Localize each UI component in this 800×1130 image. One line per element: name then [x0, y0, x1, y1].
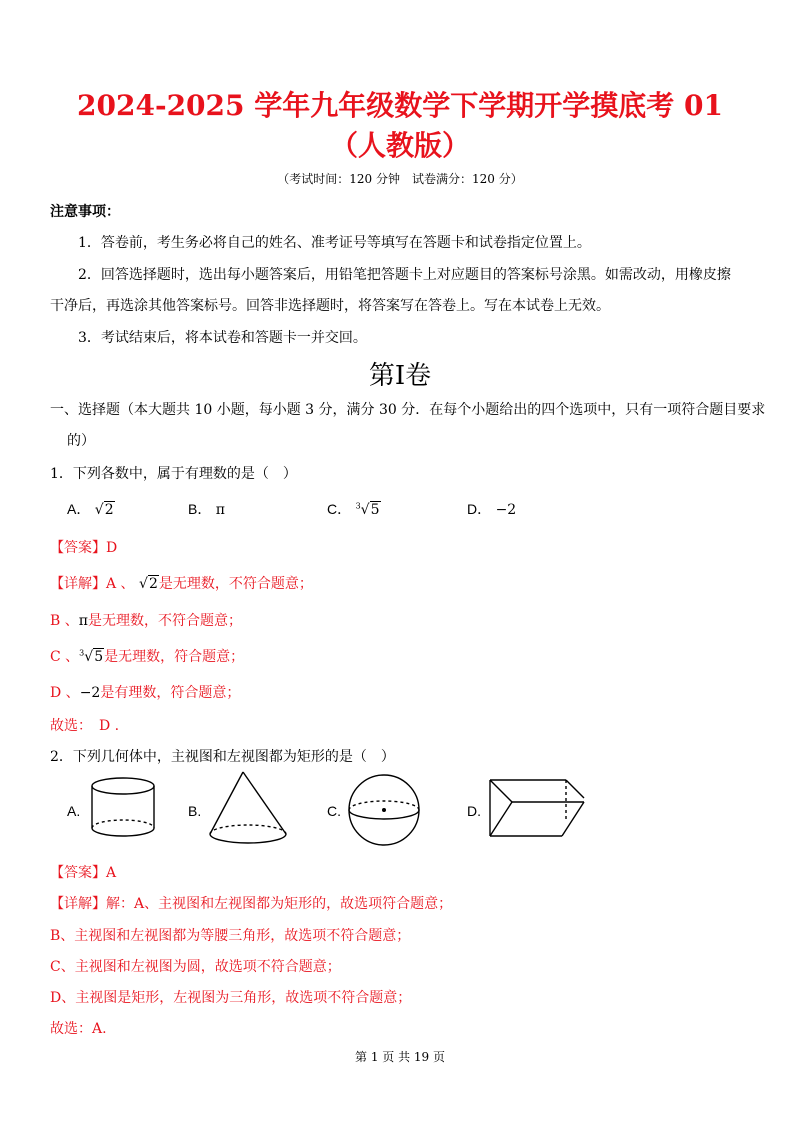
- q1-explain-c-prefix: C 、: [50, 649, 80, 665]
- q2-explain-1-text: 解：A、主视图和左视图都为矩形的，故选项符合题意；: [106, 896, 453, 912]
- q2-explain-4: D、主视图是矩形，左视图为三角形，故选项不符合题意；: [50, 990, 412, 1006]
- cbrt-icon: √5: [360, 502, 380, 518]
- q2-option-a-label: A.: [67, 803, 81, 819]
- q2-explain-1: [50, 893, 452, 913]
- notes-item-3: 3．考试结束后，将本试卷和答题卡一并交回。: [78, 330, 367, 346]
- q1-explain-c-index: 3: [79, 648, 85, 658]
- q1-option-d-label: D．: [467, 501, 492, 517]
- q1-option-a-value: 2: [104, 502, 114, 518]
- q1-explain-head: 【详解】: [50, 576, 106, 592]
- q1-option-b: [188, 499, 225, 519]
- q1-option-d-value: −2: [495, 502, 517, 518]
- section-line-2: 的）: [67, 433, 95, 449]
- q1-explain-c: [50, 646, 244, 666]
- q1-explain-a-text: 是无理数，不符合题意；: [158, 576, 313, 592]
- q2-explain-head: 【详解】: [50, 896, 106, 912]
- q2-answer: 【答案】A: [50, 865, 117, 881]
- q1-explain-a-prefix: A 、: [106, 576, 135, 592]
- q2-option-c-label: C.: [327, 803, 341, 819]
- q1-answer: 【答案】D: [50, 540, 118, 556]
- q1-option-c-label: C．: [327, 501, 352, 517]
- q1-explain-b-prefix: B 、: [50, 613, 79, 629]
- q1-explain-b: [50, 610, 242, 630]
- q1-explain-c-value: 5: [94, 649, 104, 665]
- sqrt-icon: √2: [94, 502, 114, 518]
- sqrt-icon: √2: [139, 576, 158, 592]
- q1-explain-d-prefix: D 、: [50, 685, 80, 701]
- notes-item-2b: 干净后，再选涂其他答案标号。回答非选择题时，将答案写在答卷上。写在本试卷上无效。: [50, 298, 610, 314]
- q1-stem: 1．下列各数中，属于有理数的是（ ）: [50, 466, 297, 482]
- q1-option-c-value: 5: [370, 502, 380, 518]
- q1-choice: 故选： D .: [50, 718, 120, 734]
- title-line-2: （人教版）: [329, 129, 470, 162]
- q1-option-c: [327, 499, 381, 519]
- q1-explain-b-value: π: [78, 613, 88, 629]
- prism-icon: [486, 776, 590, 842]
- q1-option-a-label: A．: [67, 501, 91, 517]
- section-line-1: 一、选择题（本大题共 10 小题，每小题 3 分，满分 30 分．在每个小题给出的四个选项中，只有一项符合题目要求: [50, 402, 766, 418]
- q2-option-b-label: B.: [188, 803, 202, 819]
- page-footer: 第 1 页 共 19 页: [355, 1050, 445, 1064]
- q2-option-d-label: D.: [467, 803, 481, 819]
- notes-item-2a: 2．回答选择题时，选出每小题答案后，用铅笔把答题卡上对应题目的答案标号涂黑。如需改动，用橡皮擦: [78, 267, 731, 283]
- q2-stem: 2．下列几何体中，主视图和左视图都为矩形的是（ ）: [50, 749, 395, 765]
- cone-icon: [206, 770, 292, 850]
- sphere-icon: [346, 772, 424, 850]
- q1-option-a: [67, 499, 115, 519]
- q2-explain-3: C、主视图和左视图为圆，故选项不符合题意；: [50, 959, 341, 975]
- q1-explain-d-value: −2: [79, 685, 101, 701]
- cbrt-icon: √5: [84, 649, 104, 665]
- q1-option-b-value: π: [215, 502, 225, 518]
- q2-explain-2: B、主视图和左视图都为等腰三角形，故选项不符合题意；: [50, 928, 411, 944]
- volume-heading: 第I卷: [368, 361, 432, 391]
- q2-choice: 故选：A.: [50, 1021, 107, 1037]
- q1-explain-a: [50, 573, 313, 593]
- q1-option-d: [467, 499, 516, 519]
- title-line-1: 2024-2025 学年九年级数学下学期开学摸底考 01: [77, 89, 723, 122]
- q1-option-c-index: 3: [355, 501, 361, 511]
- q1-explain-d: [50, 682, 240, 702]
- q1-explain-b-text: 是无理数，不符合题意；: [87, 613, 242, 629]
- exam-info: （考试时间：120 分钟 试卷满分：120 分）: [277, 172, 523, 186]
- q1-option-b-label: B．: [188, 501, 212, 517]
- q1-explain-a-value: 2: [148, 576, 158, 592]
- notes-item-1: 1．答卷前，考生务必将自己的姓名、准考证号等填写在答题卡和试卷指定位置上。: [78, 235, 591, 251]
- q1-explain-c-text: 是无理数，符合题意；: [104, 649, 245, 665]
- cylinder-icon: [88, 772, 160, 844]
- q1-explain-d-text: 是有理数，符合题意；: [100, 685, 241, 701]
- notes-heading: 注意事项：: [50, 204, 120, 220]
